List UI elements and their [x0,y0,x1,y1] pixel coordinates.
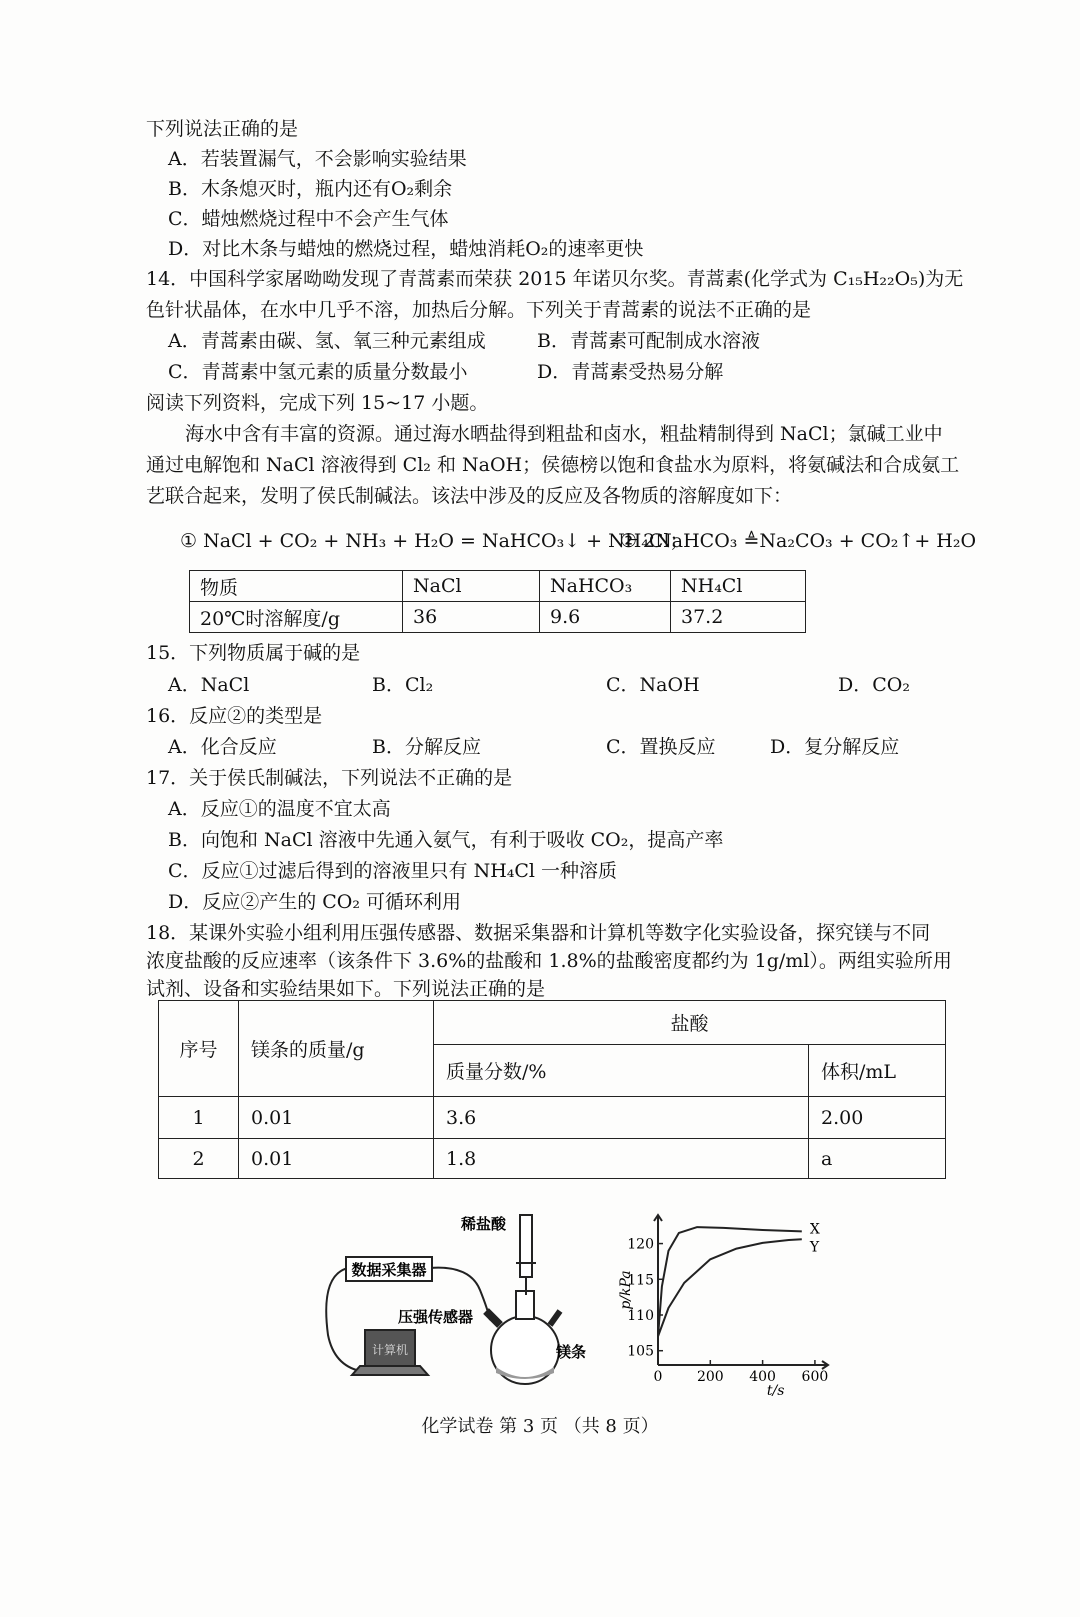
q16-option-a: A．化合反应 [168,736,277,758]
reading-intro: 阅读下列资料，完成下列 15~17 小题。 [146,392,489,414]
q13-option-a: A．若装置漏气，不会影响实验结果 [168,148,467,170]
series-label-y: Y [809,1239,820,1256]
x-tick-label: 600 [801,1369,829,1385]
q13-option-c: C．蜡烛燃烧过程中不会产生气体 [168,208,449,230]
q15-option-a: A．NaCl [168,674,250,696]
exp-cell: 1 [159,1097,239,1139]
q18-stem-line3: 试剂、设备和实验结果如下。下列说法正确的是 [146,978,546,1000]
q16-option-b: B．分解反应 [372,736,481,758]
data-collector-label: 数据采集器 [351,1261,427,1279]
series-line-x [658,1227,802,1336]
solubility-header-nacl: NaCl [403,571,540,602]
q13-option-d: D．对比木条与蜡烛的燃烧过程，蜡烛消耗O₂的速率更快 [168,238,644,260]
q17-stem: 17．关于侯氏制碱法，下列说法不正确的是 [146,767,513,789]
q15-option-c: C．NaOH [606,674,700,696]
q14-option-b: B．青蒿素可配制成水溶液 [537,330,760,352]
series-label-x: X [809,1221,820,1238]
q17-option-b: B．向饱和 NaCl 溶液中先通入氨气，有利于吸收 CO₂，提高产率 [168,829,724,851]
exp-cell: 1.8 [434,1139,809,1179]
q17-option-c: C．反应①过滤后得到的溶液里只有 NH₄Cl 一种溶质 [168,860,618,882]
x-tick-label: 400 [749,1369,776,1385]
cable-collector-laptop [326,1268,360,1371]
solubility-value-nahco3: 9.6 [540,602,671,633]
apparatus-diagram [320,1205,620,1405]
exp-header-fraction: 质量分数/% [434,1045,809,1097]
exp-cell: 0.01 [239,1097,434,1139]
solubility-header-nahco3: NaHCO₃ [540,571,671,602]
q14-stem-line1: 14．中国科学家屠呦呦发现了青蒿素而荣获 2015 年诺贝尔奖。青蒿素(化学式为 C₁₅H₂₂O₅)为无 [146,268,964,290]
equation-2: ② 2NaHCO₃ ≜Na₂CO₃ + CO₂↑+ H₂O [620,530,977,552]
y-tick-label: 105 [627,1343,654,1360]
q16-option-c: C．置换反应 [606,736,716,758]
q18-stem-line1: 18．某课外实验小组利用压强传感器、数据采集器和计算机等数字化实验设备，探究镁与不同 [146,922,931,944]
equation-1: ① NaCl + CO₂ + NH₃ + H₂O = NaHCO₃↓ + NH₄Cl； [180,530,689,552]
flask-right-neck [550,1311,560,1325]
x-tick-label: 200 [696,1369,724,1385]
reading-line-1: 海水中含有丰富的资源。通过海水晒盐得到粗盐和卤水，粗盐精制得到 NaCl；氯碱工业中 [185,423,943,445]
q13-stem: 下列说法正确的是 [146,118,299,140]
exp-header-volume: 体积/mL [809,1045,946,1097]
exp-cell: a [809,1139,946,1179]
pressure-chart [620,1205,840,1405]
exp-header-seq: 序号 [159,1001,239,1097]
experiment-table [158,1000,946,1179]
page-footer: 化学试卷 第 3 页 （共 8 页） [421,1416,659,1437]
q14-option-a: A．青蒿素由碳、氢、氧三种元素组成 [168,330,486,352]
exp-row-1 [159,1097,946,1139]
q15-option-d: D．CO₂ [838,674,910,696]
x-tick-label: 0 [653,1369,663,1385]
q13-option-b: B．木条熄灭时，瓶内还有O₂剩余 [168,178,453,200]
solubility-header-substance: 物质 [190,571,403,602]
q16-option-d: D．复分解反应 [770,736,900,758]
solubility-value-nh4cl: 37.2 [671,602,806,633]
q14-option-c: C．青蒿素中氢元素的质量分数最小 [168,361,468,383]
exp-header-mass: 镁条的质量/g [239,1001,434,1097]
dropping-funnel [520,1215,532,1277]
laptop-label: 计算机 [371,1343,409,1357]
x-axis-label: t/s [766,1383,785,1399]
exp-cell: 3.6 [434,1097,809,1139]
reading-line-3: 艺联合起来，发明了侯氏制碱法。该法中涉及的反应及各物质的溶解度如下： [146,485,793,507]
exp-row-2 [159,1139,946,1179]
sensor-label: 压强传感器 [398,1308,474,1326]
y-tick-label: 110 [627,1308,654,1324]
exp-cell: 0.01 [239,1139,434,1179]
mg-strip-label: 镁条 [556,1343,587,1361]
acid-label: 稀盐酸 [460,1215,506,1233]
solubility-row-label: 20℃时溶解度/g [190,602,403,633]
q17-option-d: D．反应②产生的 CO₂ 可循环利用 [168,891,462,913]
reading-line-2: 通过电解饱和 NaCl 溶液得到 Cl₂ 和 NaOH；侯德榜以饱和食盐水为原料，将氨碱法和合成氨工 [146,454,960,476]
solubility-value-nacl: 36 [403,602,540,633]
exp-cell: 2.00 [809,1097,946,1139]
flask-side-neck [486,1311,500,1325]
solubility-header-nh4cl: NH₄Cl [671,571,806,602]
exp-cell: 2 [159,1139,239,1179]
y-tick-label: 120 [627,1236,654,1253]
flask-neck [516,1291,534,1319]
exp-header-acid: 盐酸 [434,1001,946,1045]
q14-stem-line2: 色针状晶体，在水中几乎不溶，加热后分解。下列关于青蒿素的说法不正确的是 [146,299,812,321]
solubility-table [189,570,806,633]
q16-stem: 16．反应②的类型是 [146,705,323,727]
series-line-y [658,1239,802,1336]
y-tick-label: 115 [627,1272,654,1289]
y-axis-label: p/kPa [618,1270,634,1310]
q15-option-b: B．Cl₂ [372,674,434,696]
q18-stem-line2: 浓度盐酸的反应速率（该条件下 3.6%的盐酸和 1.8%的盐酸密度都约为 1g/ml）。两组实验所用 [146,950,952,972]
laptop-base [352,1366,428,1375]
q15-stem: 15．下列物质属于碱的是 [146,642,361,664]
q14-option-d: D．青蒿素受热易分解 [537,361,724,383]
q17-option-a: A．反应①的温度不宜太高 [168,798,391,820]
